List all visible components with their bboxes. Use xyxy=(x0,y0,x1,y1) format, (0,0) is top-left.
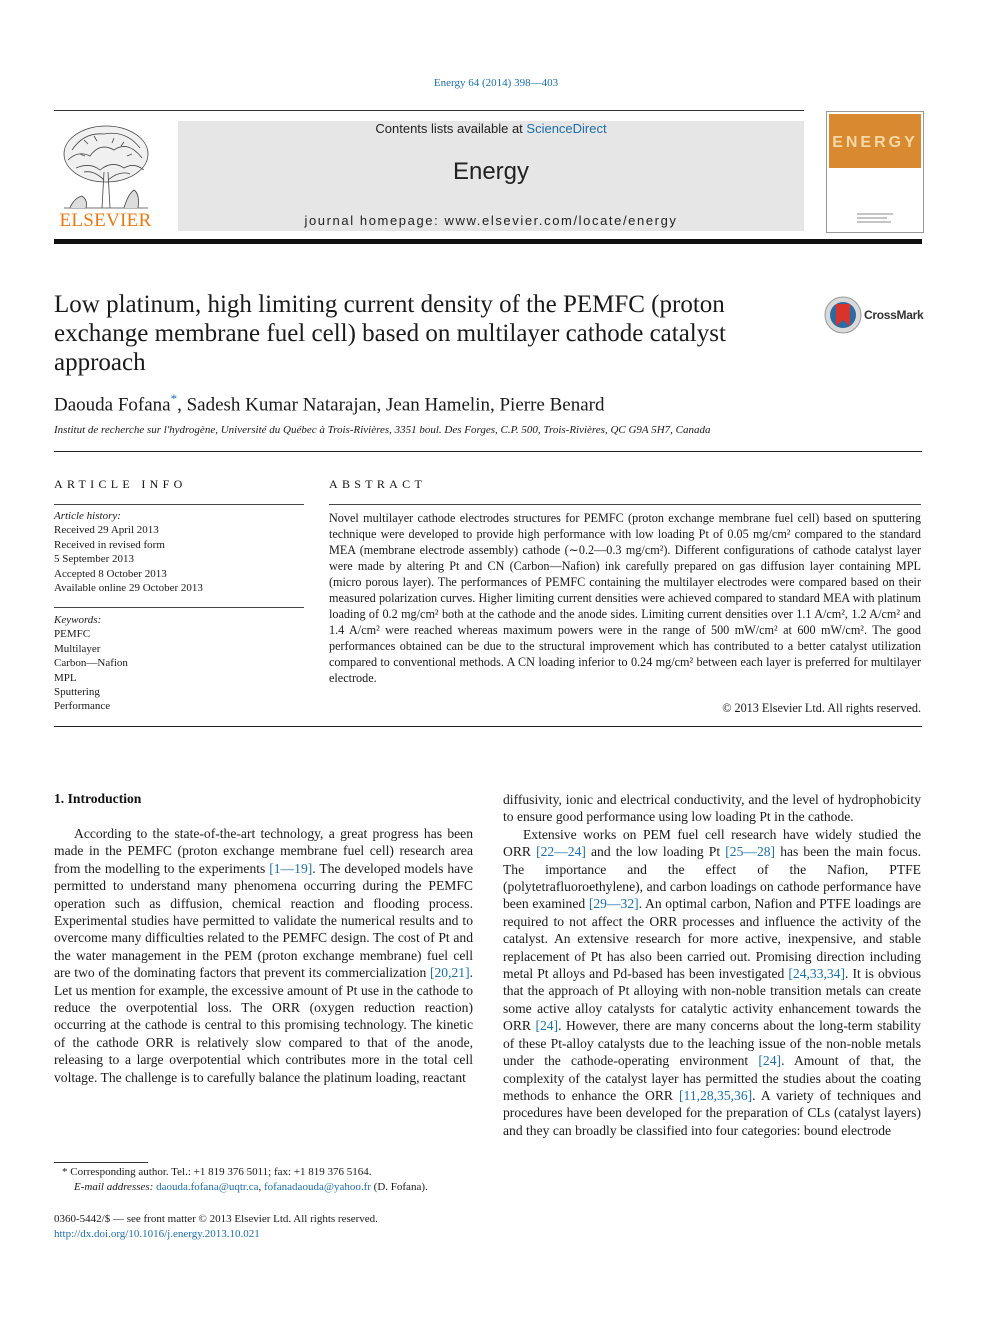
affiliation: Institut de recherche sur l'hydrogène, Université du Québec à Trois-Rivières, 3351 boul. Des Forges, C.P. 500, Trois-Rivières, QC G9A 5H7, Canada xyxy=(54,424,711,436)
crossmark-icon xyxy=(824,296,862,334)
elsevier-tree-icon xyxy=(54,120,157,212)
abstract-copyright: © 2013 Elsevier Ltd. All rights reserved. xyxy=(722,701,921,715)
abstract-rule xyxy=(329,504,921,505)
article-info-heading: ARTICLE INFO xyxy=(54,477,187,491)
author-list xyxy=(54,391,604,416)
header-thick-rule xyxy=(54,239,922,244)
journal-reference-link[interactable]: Energy 64 (2014) 398—403 xyxy=(433,77,559,89)
front-matter: 0360-5442/$ — see front matter © 2013 Elsevier Ltd. All rights reserved. xyxy=(54,1213,378,1225)
crossmark-label: CrossMark xyxy=(864,308,924,322)
abstract-bottom-rule xyxy=(54,726,922,727)
corresponding-author-footnote xyxy=(54,1165,474,1195)
citation-link[interactable]: [24] xyxy=(535,1018,559,1034)
text-run: has been the main focus. The importance and the effect of the Nafion, PTFE (polytetrafluoroethylene), and carbon loadings on cathode performance have been examined xyxy=(503,844,922,912)
bottom-meta xyxy=(54,1212,378,1242)
elsevier-wordmark: ELSEVIER xyxy=(59,210,152,231)
text-run: . It is obvious that the approach of Pt alloying with non-noble transition metals can create some active alloy catalysts for catalytic activity enhancement towards the ORR xyxy=(503,966,921,1034)
abstract-heading: ABSTRACT xyxy=(329,477,427,491)
text-run: . An optimal carbon, Nafion and PTFE loadings are required to not affect the ORR processes and influence the activity of the catalyst. An extensive research for more active, inexpensive, and stable replacement of Pt has also been carried out. Promising direction including metal Pt alloys and Pd-based has been investigated xyxy=(503,896,921,982)
citation-link[interactable]: [24,33,34] xyxy=(788,966,846,982)
journal-masthead xyxy=(178,121,804,231)
email-link[interactable]: fofanadaouda@yahoo.fr xyxy=(263,1181,371,1193)
keywords xyxy=(54,613,128,714)
intro-paragraph-2 xyxy=(503,826,921,1139)
citation-link[interactable]: [22—24] xyxy=(536,844,586,860)
intro-right-column xyxy=(503,791,921,1139)
citation-link[interactable]: [25—28] xyxy=(725,844,776,860)
cover-title: ENERGY xyxy=(832,134,918,151)
section-heading-introduction: 1. Introduction xyxy=(54,791,142,806)
keyword: Performance xyxy=(54,700,111,713)
keyword: Multilayer xyxy=(54,642,101,655)
keywords-label: Keywords: xyxy=(54,614,102,626)
intro-paragraph-1-continued: diffusivity, ionic and electrical conductivity, and the level of hydrophobicity to ensure good performance using low loading Pt in the cathode. xyxy=(503,792,921,825)
text-run: . However, there are many concerns about the long-term stability of these Pt-alloy catalysts due to the leaching issue of the non-noble metals under the cathode-operating environment xyxy=(503,1018,921,1069)
email-tail: (D. Fofana). xyxy=(370,1181,428,1193)
text-run: According to the state-of-the-art technology, a great progress has been made in the PEMFC (proton exchange membrane fuel cell) research area from the modelling to the experiments xyxy=(54,826,473,876)
keyword: Carbon—Nafion xyxy=(54,657,128,670)
citation-link[interactable]: [29—32] xyxy=(588,896,639,912)
history-item: Available online 29 October 2013 xyxy=(54,582,203,595)
contents-line xyxy=(178,121,804,136)
citation-link[interactable]: [20,21] xyxy=(429,965,470,981)
email-label: E-mail addresses: xyxy=(74,1181,157,1193)
footnote-emails xyxy=(54,1180,474,1195)
email-separator: , xyxy=(258,1181,264,1193)
history-item: 5 September 2013 xyxy=(54,553,135,566)
keyword: PEMFC xyxy=(54,628,91,641)
article-info-rule xyxy=(54,504,304,505)
elsevier-logo[interactable] xyxy=(54,120,157,232)
keyword: Sputtering xyxy=(54,686,100,699)
contents-prefix: Contents lists available at xyxy=(375,121,527,136)
intro-left-column xyxy=(54,825,473,1086)
author-first[interactable]: Daouda Fofana xyxy=(54,394,171,416)
citation-link[interactable]: [11,28,35,36] xyxy=(679,1087,753,1103)
crossmark-badge[interactable] xyxy=(824,294,924,336)
article-history xyxy=(54,509,203,595)
article-title: Low platinum, high limiting current density of the PEMFC (proton exchange membrane fuel cell) based on multilayer cathode catalyst approach xyxy=(54,291,726,376)
footnote-contact: * Corresponding author. Tel.: +1 819 376 5011; fax: +1 819 376 5164. xyxy=(62,1166,372,1178)
corresponding-author-mark[interactable]: * xyxy=(170,391,178,406)
email-link[interactable]: daouda.fofana@uqtr.ca xyxy=(156,1181,259,1193)
journal-cover-thumbnail[interactable] xyxy=(826,111,924,233)
footnote-rule xyxy=(54,1162,148,1163)
cover-text-lines-icon xyxy=(857,212,893,224)
text-run: and the low loading Pt xyxy=(585,844,726,860)
header-top-rule xyxy=(54,110,804,111)
keyword: MPL xyxy=(54,671,77,684)
doi-link[interactable]: http://dx.doi.org/10.1016/j.energy.2013.10.021 xyxy=(54,1228,260,1240)
history-item: Received in revised form xyxy=(54,538,165,551)
text-run: . Let us mention for example, the excessive amount of Pt use in the cathode to reduce the overpotential loss. The ORR (oxygen reduction reaction) occurring at the cathode is central to this promising technology. The kinetic of the cathode ORR is relatively slow compared to that of the anode, releasing to a large overpotential which contributes more in the total cell voltage. The challenge is to carefully balance the platinum loading, reactant xyxy=(54,965,473,1085)
history-label: Article history: xyxy=(54,510,121,522)
author-rest: , Sadesh Kumar Natarajan, Jean Hamelin, Pierre Benard xyxy=(177,394,605,416)
history-item: Received 29 April 2013 xyxy=(54,524,159,537)
text-run: . A variety of techniques and procedures have been developed for the preparation of CLs (catalyst layers) and they can broadly be classified into four categories: bound electrode xyxy=(503,1087,921,1138)
citation-link[interactable]: [1—19] xyxy=(269,860,313,876)
journal-homepage[interactable]: journal homepage: www.elsevier.com/locate/energy xyxy=(304,213,678,228)
history-item: Accepted 8 October 2013 xyxy=(54,567,167,580)
text-run: . The developed models have permitted to understand many phenomena occurring during the PEMFC operation such as diffusion, chemical reaction and flooding process. Experimental studies have permitted to validate the numerical results and to overcome many difficulties related to the PEMFC design. The cost of Pt and the water management in the PEM (proton exchange membrane) fuel cell are two of the dominating factors that prevent its commercialization xyxy=(54,860,473,981)
journal-name: Energy xyxy=(452,158,530,185)
sciencedirect-link[interactable]: ScienceDirect xyxy=(526,121,607,136)
title-bottom-rule xyxy=(54,451,922,452)
citation-link[interactable]: [24] xyxy=(758,1053,782,1069)
keywords-rule xyxy=(54,607,304,608)
text-run: Extensive works on PEM fuel cell research have widely studied the ORR xyxy=(503,826,921,860)
abstract-text: Novel multilayer cathode electrodes structures for PEMFC (proton exchange membrane fuel cell) based on sputtering technique were developed to provide high performance with low loading Pt of 0.05 mg/cm² compared to the standard MEA (membrane electrode assembly) cathode (∼0.2—0.3 mg/cm²). Different configurations of cathode catalyst layer were made by altering Pt and CN (Carbon—Nafion) ink carefully prepared on gas diffusion layer containing MPL (micro porous layer). The performances of PEMFC containing the multilayer electrodes were compared based on their measured polarization curves. Higher limiting current densities were achieved compared to standard MEA with platinum loading of 0.2 mg/cm² both at the cathode and the anode sides. Limiting current densities over 1.1 A/cm², 1.2 A/cm² and 1.4 A/cm² were reached whereas maximum powers were in the range of 500 mW/cm² at 600 mW/cm². The good performances obtained can be due to the structural improvement which has contributed to a better catalyst utilization compared to conventional methods. A CN loading inferior to 0.24 mg/cm² between each layer is preferred for multilayer electrode. xyxy=(329,511,921,685)
intro-paragraph-1 xyxy=(54,825,473,1086)
text-run: . Amount of that, the complexity of the catalyst layer has permitted the studies about the coating methods to enhance the ORR xyxy=(503,1053,921,1103)
